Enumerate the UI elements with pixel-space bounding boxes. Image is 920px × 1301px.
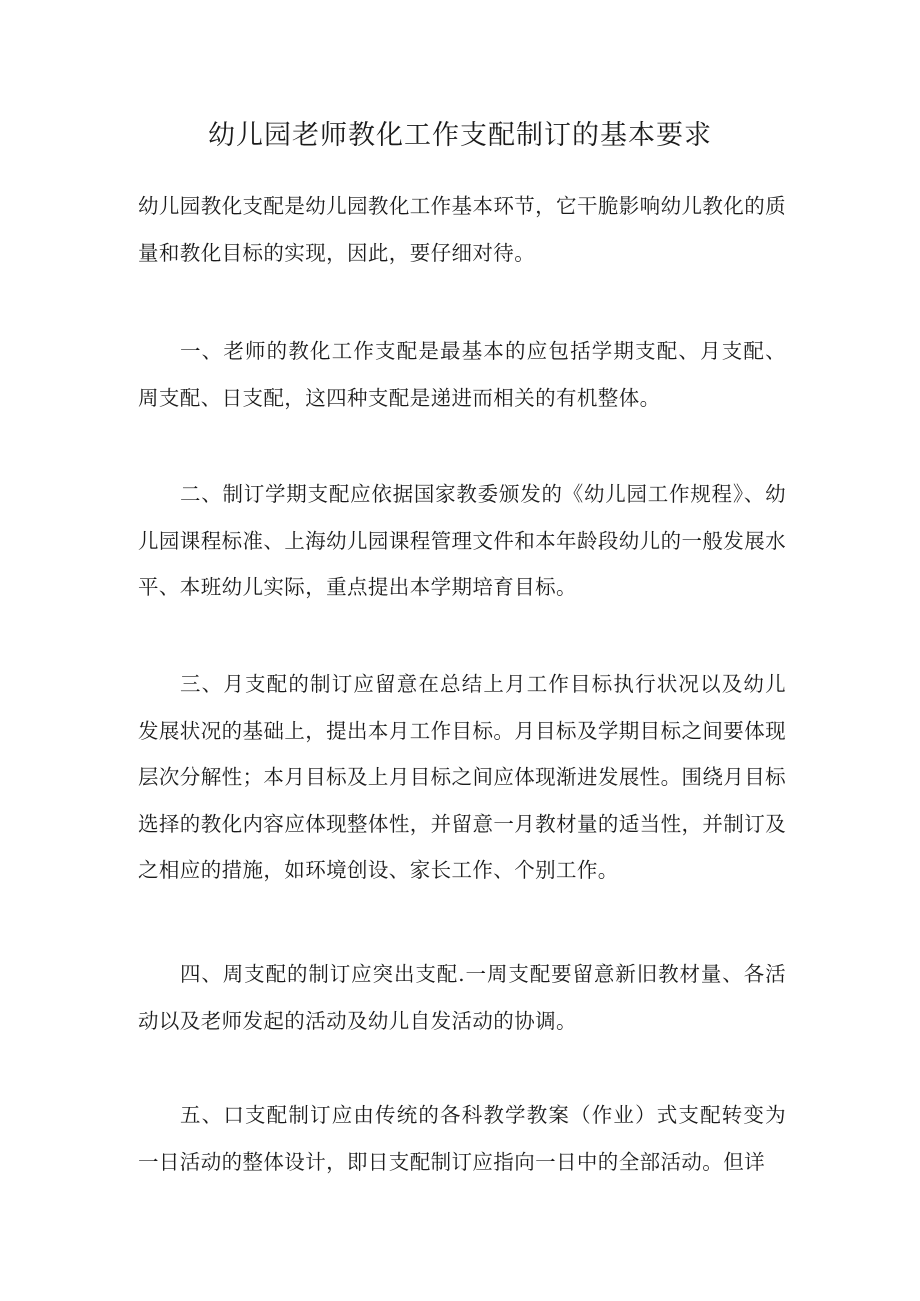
section-paragraph-1: 一、老师的教化工作支配是最基本的应包括学期支配、月支配、周支配、日支配，这四种支配是递进而相关的有机整体。 [138,339,786,410]
section-paragraph-5: 五、口支配制订应由传统的各科教学教案（作业）式支配转变为一日活动的整体设计，即日支配制订应指向一日中的全部活动。但详 [138,1103,786,1174]
intro-paragraph: 幼儿园教化支配是幼儿园教化工作基本环节，它干脆影响幼儿教化的质量和教化目标的实现，因此，要仔细对待。 [138,194,786,265]
document-title: 幼儿园老师教化工作支配制订的基本要求 [208,120,712,151]
section-paragraph-3: 三、月支配的制订应留意在总结上月工作目标执行状况以及幼儿发展状况的基础上，提出本月工作目标。月目标及学期目标之间要体现层次分解性；本月目标及上月目标之间应体现渐进发展性。围绕月目标选择的教化内容应体现整体性，并留意一月教材量的适当性，并制订及之相应的措施，如环境创设、家长工作、个别工作。 [138,672,786,882]
section-paragraph-4: 四、周支配的制订应突出支配.一周支配要留意新旧教材量、各活动以及老师发起的活动及幼儿自发活动的协调。 [138,962,786,1033]
section-paragraph-2: 二、制订学期支配应依据国家教委颁发的《幼儿园工作规程》、幼儿园课程标准、上海幼儿园课程管理文件和本年龄段幼儿的一般发展水平、本班幼儿实际，重点提出本学期培育目标。 [138,482,786,599]
